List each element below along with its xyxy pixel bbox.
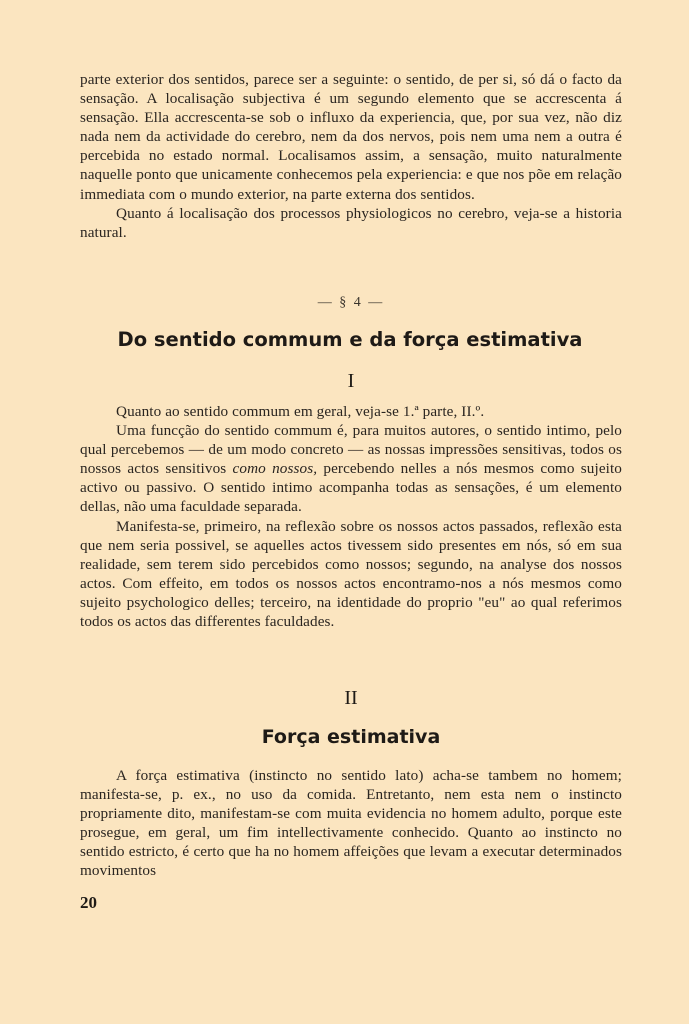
part-2-paragraph-1: A força estimativa (instincto no sentido lato) acha-se tambem no homem; manifesta-se, p. ex., no uso da comida. Entretanto, nem esta nem o instincto propriamente dito, manifestam-se com muita evidencia no homem adulto, porque este prosegue, em geral, um fim intellectivamente conhecido. Quanto ao instincto no sentido estricto, é certo que ha no homem affeições que levam a executar determinados movimentos [80, 767, 622, 880]
part-2-text [80, 766, 622, 881]
part-2-heading: Força estimativa [261, 726, 441, 748]
part-1-paragraph-2-italic: como nossos, [232, 460, 318, 478]
intro-text [80, 70, 622, 242]
part-2-numeral: II [344, 687, 358, 709]
part-1-text [80, 402, 622, 631]
intro-paragraph-1: parte exterior dos sentidos, parece ser a seguinte: o sentido, de per si, só dá o facto da sensação. A localisação subjectiva é um segundo elemento que se accrescenta á sensação. Ella accrescenta-se sob o influxo da experiencia, que, por sua vez, não diz nada nem da actividade do cerebro, nem da dos nervos, pois nem uma nem a outra é percebida no estado normal. Localisamos assim, a sensação, muito naturalmente naquelle ponto que unicamente conhecemos pela experiencia: e que nos põe em relação immediata com o mundo exterior, na parte externa dos sentidos. [80, 71, 622, 203]
part-1-paragraph-3: Manifesta-se, primeiro, na reflexão sobre os nossos actos passados, reflexão esta que nem seria possivel, se aquelles actos tivessem sido presentes em nós, só em sua realidade, sem terem sido percebidos como nossos; segundo, na analyse dos nossos actos. Com effeito, em todos os nossos actos encontramo-nos a nós mesmos como sujeito psychologico delles; terceiro, na identidade do proprio "eu" ao qual referimos todos os actos das differentes faculdades. [80, 517, 622, 631]
intro-paragraph-2: Quanto á localisação dos processos physiologicos no cerebro, veja-se a historia natural. [80, 204, 622, 241]
page-number: 20 [80, 893, 97, 912]
part-1-paragraph-1: Quanto ao sentido commum em geral, veja-se 1.ª parte, II.º. [116, 403, 485, 420]
part-1-paragraph-2 [80, 421, 622, 516]
main-heading: Do sentido commum e da força estimativa [117, 328, 583, 351]
part-1-paragraph-2-start: Uma funcção do sentido commum é, para muitos autores, o sentido intimo, pelo qual percebemos — de um modo concreto — as nossas impressões sensitivas, todos os nossos actos sensitivos [80, 422, 622, 478]
section-marker: — § 4 — [317, 295, 385, 310]
part-1-numeral: I [347, 370, 355, 392]
part-1-paragraph-2-end: percebendo nelles a nós mesmos como sujeito activo ou passivo. O sentido intimo acompanha todas as sensações, é um elemento dellas, não uma faculdade separada. [80, 460, 622, 516]
